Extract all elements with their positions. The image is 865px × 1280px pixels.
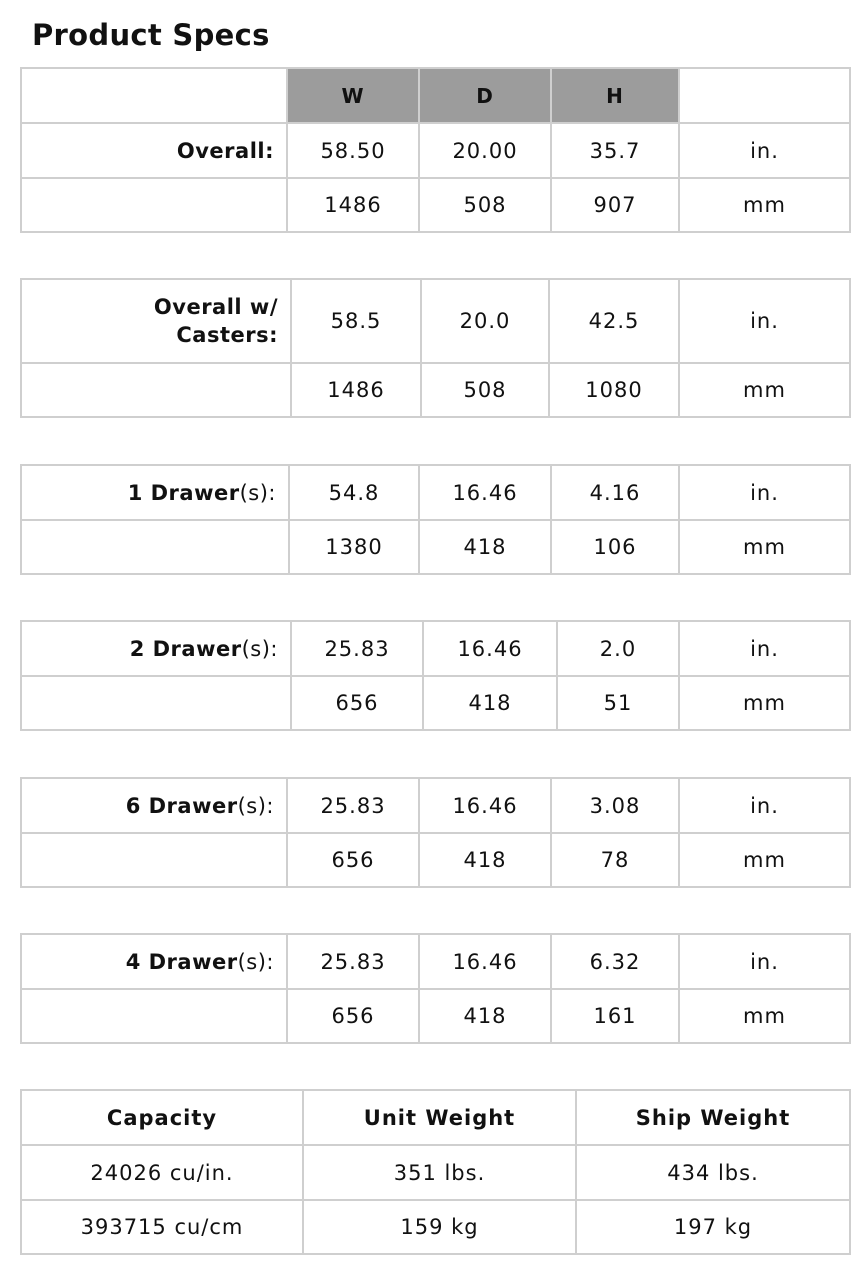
- unit-cell: in.: [679, 778, 850, 833]
- value-cell: 20.00: [419, 123, 551, 178]
- unit-weight-value: 159 kg: [303, 1200, 576, 1254]
- header-blank-cell: [21, 68, 287, 123]
- unit-cell: mm: [679, 363, 850, 417]
- value-cell: 16.46: [423, 621, 557, 676]
- unit-cell: in.: [679, 934, 850, 989]
- label-line: Overall w/: [153, 295, 278, 319]
- value-cell: 656: [287, 989, 419, 1043]
- row-label-6-drawer: [21, 778, 287, 833]
- value-cell: 656: [291, 676, 423, 730]
- unit-cell: in.: [679, 123, 850, 178]
- header-depth: D: [419, 68, 551, 123]
- value-cell: 656: [287, 833, 419, 887]
- blank-label-cell: [21, 363, 291, 417]
- value-cell: 16.46: [419, 465, 551, 520]
- value-cell: 106: [551, 520, 679, 574]
- value-cell: 16.46: [419, 934, 551, 989]
- header-ship-weight: Ship Weight: [576, 1090, 850, 1145]
- label-text: 6 Drawer: [125, 793, 238, 818]
- header-capacity: Capacity: [21, 1090, 303, 1145]
- value-cell: 1486: [287, 178, 419, 232]
- header-width: W: [287, 68, 419, 123]
- blank-label-cell: [21, 676, 291, 730]
- value-cell: 25.83: [287, 934, 419, 989]
- value-cell: 51: [557, 676, 679, 730]
- unit-cell: mm: [679, 989, 850, 1043]
- value-cell: 78: [551, 833, 679, 887]
- value-cell: 4.16: [551, 465, 679, 520]
- header-unit-blank: [679, 68, 850, 123]
- value-cell: 35.7: [551, 123, 679, 178]
- spec-table-casters: [20, 278, 851, 418]
- value-cell: 418: [419, 520, 551, 574]
- capacity-value: 24026 cu/in.: [21, 1145, 303, 1200]
- value-cell: 1380: [289, 520, 419, 574]
- value-cell: 58.5: [291, 279, 421, 363]
- spec-table-6-drawer: [20, 777, 851, 888]
- row-label-1-drawer: [21, 465, 289, 520]
- value-cell: 54.8: [289, 465, 419, 520]
- label-line: Casters:: [176, 323, 278, 347]
- label-text: 2 Drawer: [129, 636, 242, 661]
- unit-cell: in.: [679, 279, 850, 363]
- value-cell: 58.50: [287, 123, 419, 178]
- value-cell: 418: [423, 676, 557, 730]
- row-label-overall-casters: [21, 279, 291, 363]
- value-cell: 2.0: [557, 621, 679, 676]
- unit-cell: mm: [679, 833, 850, 887]
- label-suffix: (s):: [239, 480, 276, 505]
- label-text: 1 Drawer: [127, 480, 240, 505]
- label-suffix: (s):: [237, 949, 274, 974]
- value-cell: 418: [419, 989, 551, 1043]
- row-label-overall: Overall:: [21, 123, 287, 178]
- value-cell: 16.46: [419, 778, 551, 833]
- label-suffix: (s):: [241, 636, 278, 661]
- weights-table: [20, 1089, 851, 1255]
- spec-table-2-drawer: [20, 620, 851, 731]
- capacity-value: 393715 cu/cm: [21, 1200, 303, 1254]
- spec-table-4-drawer: [20, 933, 851, 1044]
- row-label-2-drawer: [21, 621, 291, 676]
- label-text: 4 Drawer: [125, 949, 238, 974]
- row-label-4-drawer: [21, 934, 287, 989]
- value-cell: 508: [419, 178, 551, 232]
- value-cell: 20.0: [421, 279, 549, 363]
- unit-cell: mm: [679, 676, 850, 730]
- value-cell: 3.08: [551, 778, 679, 833]
- value-cell: 25.83: [291, 621, 423, 676]
- blank-label-cell: [21, 989, 287, 1043]
- header-height: H: [551, 68, 679, 123]
- value-cell: 6.32: [551, 934, 679, 989]
- unit-weight-value: 351 lbs.: [303, 1145, 576, 1200]
- blank-label-cell: [21, 833, 287, 887]
- unit-cell: mm: [679, 520, 850, 574]
- unit-cell: mm: [679, 178, 850, 232]
- value-cell: 1486: [291, 363, 421, 417]
- value-cell: 508: [421, 363, 549, 417]
- unit-cell: in.: [679, 621, 850, 676]
- blank-label-cell: [21, 178, 287, 232]
- spec-table-1-drawer: [20, 464, 851, 575]
- value-cell: 907: [551, 178, 679, 232]
- value-cell: 42.5: [549, 279, 679, 363]
- ship-weight-value: 197 kg: [576, 1200, 850, 1254]
- spec-table-overall: [20, 67, 851, 233]
- page-title: Product Specs: [32, 18, 270, 52]
- value-cell: 418: [419, 833, 551, 887]
- ship-weight-value: 434 lbs.: [576, 1145, 850, 1200]
- value-cell: 161: [551, 989, 679, 1043]
- unit-cell: in.: [679, 465, 850, 520]
- label-suffix: (s):: [237, 793, 274, 818]
- header-unit-weight: Unit Weight: [303, 1090, 576, 1145]
- blank-label-cell: [21, 520, 289, 574]
- value-cell: 1080: [549, 363, 679, 417]
- value-cell: 25.83: [287, 778, 419, 833]
